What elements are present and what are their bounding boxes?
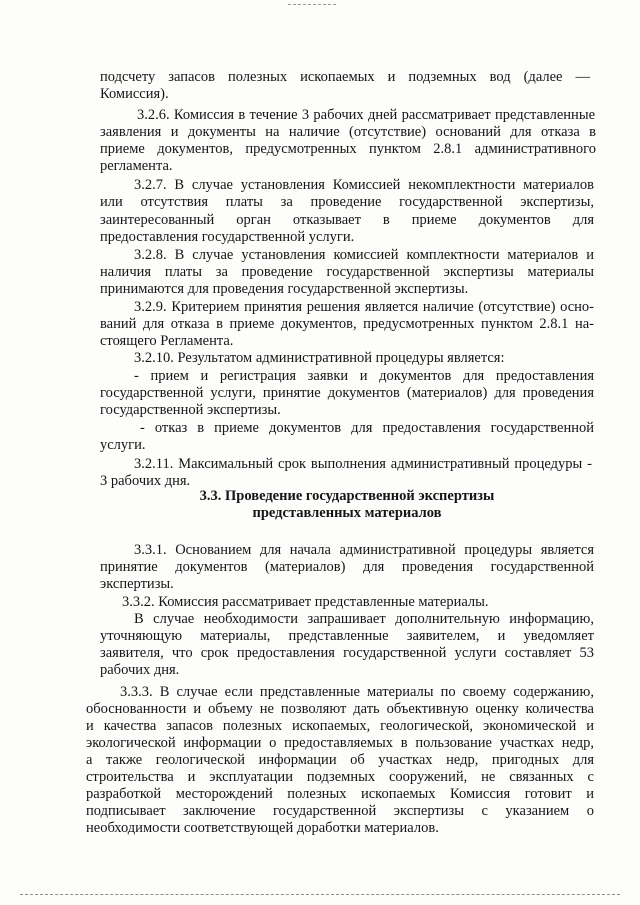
section-heading-line-1: 3.3. Проведение государственной экспертизы [199, 488, 495, 504]
text-line: В случае необходимости запрашивает дополнительную информацию, [134, 611, 594, 627]
text-line: 3.2.11. Максимальный срок выполнения административный процедуры - [134, 456, 592, 472]
text-line: регламента. [100, 158, 173, 174]
text-line: необходимости соответствующей доработки материалов. [86, 820, 439, 836]
text-line: 3.2.8. В случае установления комиссией комплектности материалов и [134, 247, 594, 263]
text-line: наличия платы за проведение государственной экспертизы материалы [100, 264, 594, 280]
text-line: обоснованности и объему не позволяют дать объективную оценку количества [86, 701, 594, 717]
text-line: услуги. [100, 437, 146, 453]
text-line: а также геологической информации об участках недр, пригодных для [86, 752, 594, 768]
text-line: подписывает заключение государственной экспертизы с указанием о [86, 803, 594, 819]
text-line: - отказ в приеме документов для предоставления государственной [140, 420, 594, 436]
text-line: государственной экспертизы. [100, 402, 281, 418]
text-line: заинтересованный орган отказывает в приеме документов для [100, 212, 594, 228]
text-line: подсчету запасов полезных ископаемых и подземных вод (далее — [100, 69, 590, 85]
text-line: заявления и документы на наличие (отсутствие) оснований для отказа в [100, 124, 596, 140]
text-line: Комиссия). [100, 86, 169, 102]
text-line: строительства и эксплуатации подземных сооружений, не связанных с [86, 769, 594, 785]
text-line: экспертизы. [100, 576, 174, 592]
text-line: 3.3.2. Комиссия рассматривает представленные материалы. [122, 594, 489, 610]
text-line: 3.3.1. Основанием для начала административной процедуры является [134, 542, 594, 558]
text-line: 3.3.3. В случае если представленные материалы по своему содержанию, [120, 684, 594, 700]
text-line: 3.2.9. Критерием принятия решения является наличие (отсутствие) осно- [134, 299, 594, 315]
text-line: принимаются для проведения государственной экспертизы. [100, 281, 469, 297]
text-line: стоящего Регламента. [100, 333, 234, 349]
text-line: государственной услуги, принятие документов (материалов) для проведения [100, 385, 594, 401]
text-line: и качества запасов полезных ископаемых, геологической, экономической и [86, 718, 594, 734]
scan-artifact-bottom [20, 894, 620, 895]
text-line: или отсутствия платы за проведение государственной экспертизы, [100, 194, 594, 210]
text-line: экологической информации о предоставляемых в пользование участках недр, [86, 735, 594, 751]
text-line: 3.2.7. В случае установления Комиссией некомплектности материалов [134, 177, 594, 193]
text-line: 3.2.6. Комиссия в течение 3 рабочих дней рассматривает представленные [137, 107, 595, 123]
text-line: - прием и регистрация заявки и документов для предоставления [134, 368, 594, 384]
text-line: уточняющую материалы, представленные заявителем, и уведомляет [100, 628, 594, 644]
text-line: приеме документов, предусмотренных пунктом 2.8.1 административного [100, 141, 596, 157]
text-line: 3 рабочих дня. [100, 473, 191, 489]
text-line: принятие документов (материалов) для проведения государственной [100, 559, 594, 575]
text-line: 3.2.10. Результатом административной процедуры является: [134, 350, 505, 366]
text-line: рабочих дня. [100, 662, 180, 678]
section-heading-line-2: представленных материалов [252, 505, 442, 521]
scan-artifact-top [288, 4, 336, 5]
text-line: предоставления государственной услуги. [100, 229, 355, 245]
text-line: ваний для отказа в приеме документов, предусмотренных пунктом 2.8.1 на- [100, 316, 594, 332]
text-line: разработкой месторождений полезных ископаемых Комиссия готовит и [86, 786, 594, 802]
text-line: заявителя, что срок предоставления государственной услуги составляет 53 [100, 645, 594, 661]
